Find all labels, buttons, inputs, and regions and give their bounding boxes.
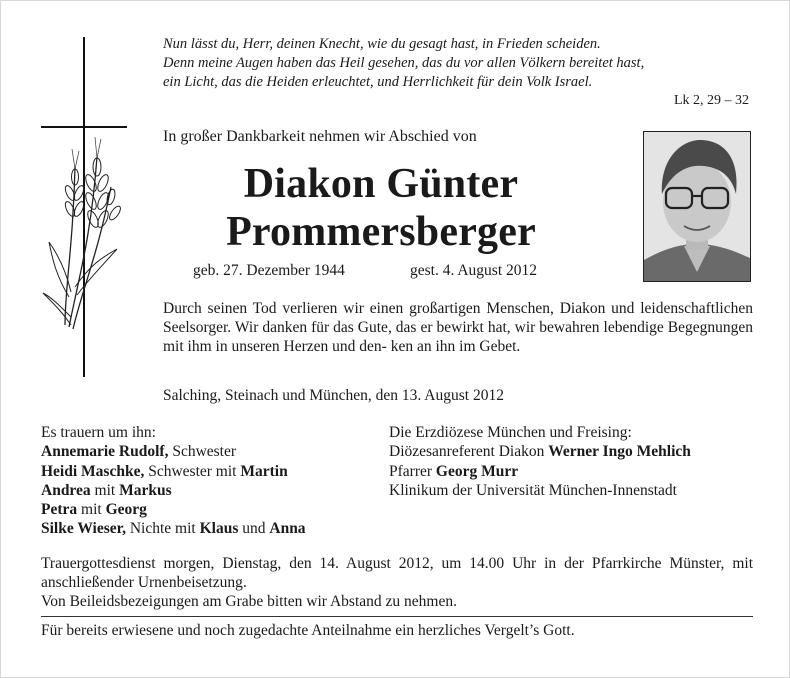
deceased-name-line1: Diakon Günter <box>243 161 519 207</box>
tribute-line: leidenschaftlichen Seelsorger. Wir danken für das Gute, das er bewirkt hat, <box>163 300 753 336</box>
mourner-row: Pfarrer Georg Murr <box>389 462 519 480</box>
place-and-date: Salching, Steinach und München, den 13. August 2012 <box>163 387 504 404</box>
tribute-line: Durch seinen Tod verlieren wir einen großartigen Menschen, Diakon und <box>163 300 641 317</box>
mourners-heading: Es trauern um ihn: <box>41 424 156 441</box>
condolence-note: Von Beileidsbezeigungen am Grabe bitten wir Abstand zu nehmen. <box>41 593 457 610</box>
verse-reference: Lk 2, 29 – 32 <box>673 93 749 108</box>
mourner-row: Silke Wieser, Nichte mit Klaus und Anna <box>41 520 306 538</box>
mourner-row: Klinikum der Universität München-Innenstadt <box>389 481 677 499</box>
service-line: Münster, mit anschließender Urnenbeisetzung. <box>41 555 754 591</box>
funeral-service-info <box>41 555 753 592</box>
cross-with-wheat-icon <box>39 37 129 377</box>
portrait-illustration <box>644 132 750 281</box>
birth-date: geb. 27. Dezember 1944 <box>193 262 345 279</box>
mourner-row: Petra mit Georg <box>41 501 147 519</box>
death-date: gest. 4. August 2012 <box>410 262 538 279</box>
service-line: Trauergottesdienst morgen, Dienstag, den 14. August 2012, um 14.00 Uhr in der Pfarrkirche <box>41 555 670 572</box>
portrait-photo <box>643 131 751 282</box>
mourner-row: Heidi Maschke, Schwester mit Martin <box>41 462 288 480</box>
intro-text: In großer Dankbarkeit nehmen wir Abschied von <box>163 128 477 145</box>
tribute-line: ken an ihn im Gebet. <box>390 338 521 355</box>
tribute-line: wir bewahren lebendige Begegnungen mit ihm in unseren Herzen und den- <box>163 319 754 355</box>
divider <box>41 616 753 617</box>
verse-line: Denn meine Augen haben das Heil gesehen, das du vor allen Völkern bereitet hast, <box>163 55 645 71</box>
mourner-row: Diözesanreferent Diakon Werner Ingo Mehlich <box>389 443 691 461</box>
bible-verse <box>163 35 753 92</box>
deceased-name-line2: Prommersberger <box>226 209 536 255</box>
verse-line: Nun lässt du, Herr, deinen Knecht, wie du gesagt hast, in Frieden scheiden. <box>163 36 601 52</box>
mourners-family <box>41 423 381 539</box>
mourner-row: Annemarie Rudolf, Schwester <box>41 443 237 461</box>
tribute-text <box>163 299 753 356</box>
mourner-row: Andrea mit Markus <box>41 481 172 499</box>
verse-line: ein Licht, das die Heiden erleuchtet, und Herrlichkeit für dein Volk Israel. <box>163 74 593 90</box>
institutions-heading: Die Erzdiözese München und Freising: <box>389 424 632 441</box>
thanks-note: Für bereits erwiesene und noch zugedachte Anteilnahme ein herzliches Vergelt’s Gott. <box>41 622 575 639</box>
mourners-institutions <box>389 423 759 500</box>
